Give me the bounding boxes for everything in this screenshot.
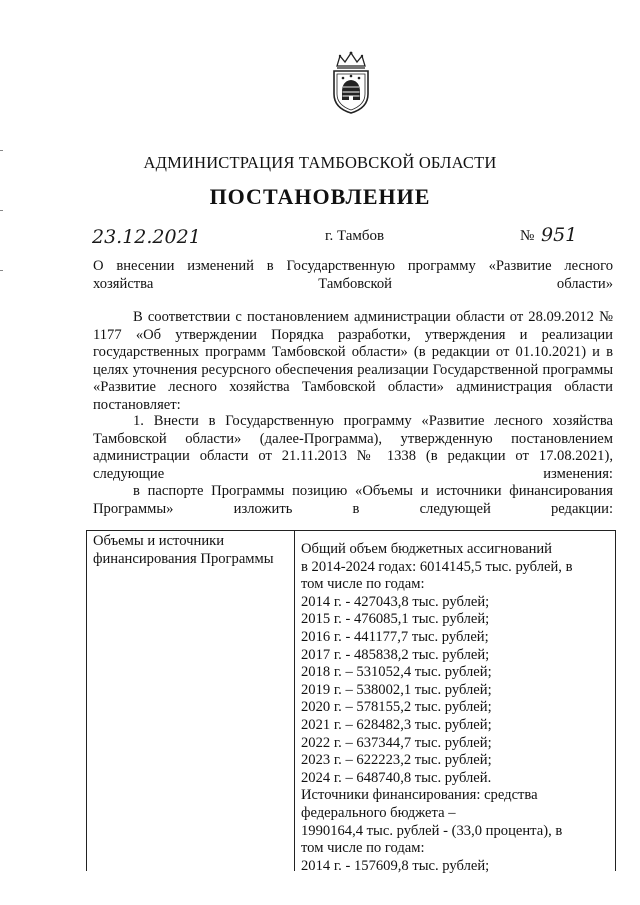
scan-mark: [0, 270, 3, 271]
table-line: федерального бюджета –: [301, 804, 456, 821]
table-line: том числе по годам:: [301, 576, 425, 593]
table-left-label: Объемы и источники финансирования Программы: [93, 533, 274, 567]
table-line: 2023 г. – 622223,2 тыс. рублей;: [301, 752, 492, 769]
table-line: 2015 г. - 476085,1 тыс. рублей;: [301, 611, 490, 628]
table-line: 2016 г. - 441177,7 тыс. рублей;: [301, 628, 489, 645]
table-column-divider: [294, 531, 295, 871]
table-line: 2014 г. - 427043,8 тыс. рублей;: [301, 593, 490, 610]
document-subject: О внесении изменений в Государственную программу «Развитие лесного хозяйства Тамбовской области»: [93, 258, 613, 292]
table-line: в 2014-2024 годах: 6014145,5 тыс. рублей, в: [301, 558, 573, 575]
body-paragraph-2: 1. Внести в Государственную программу «Развитие лесного хозяйства Тамбовской области» (далее-Программа), утвержденную постановлением администрации области от 21.11.2013 № 1338 (в редакции от 17.08.2021), следующие изменения:: [93, 413, 613, 482]
document-title: ПОСТАНОВЛЕНИЕ: [209, 184, 431, 209]
table-line: 2017 г. - 485838,2 тыс. рублей;: [301, 646, 490, 663]
scan-mark: [0, 150, 3, 151]
coat-of-arms-icon: [328, 50, 374, 116]
table-line: Источники финансирования: средства: [301, 787, 538, 804]
table-line: 2021 г. – 628482,3 тыс. рублей;: [301, 716, 492, 733]
organization-name: АДМИНИСТРАЦИЯ ТАМБОВСКОЙ ОБЛАСТИ: [143, 153, 497, 172]
body-paragraph-3: в паспорте Программы позицию «Объемы и источники финансирования Программы» изложить в следующей редакции:: [93, 483, 613, 517]
table-line: 2022 г. – 637344,7 тыс. рублей;: [301, 734, 492, 751]
document-city: г. Тамбов: [325, 228, 385, 244]
table-line: 2014 г. - 157609,8 тыс. рублей;: [301, 857, 490, 874]
document-number: 951: [541, 224, 578, 246]
table-line: 2018 г. – 531052,4 тыс. рублей;: [301, 664, 492, 681]
table-line: 2019 г. – 538002,1 тыс. рублей;: [301, 681, 492, 698]
table-line: том числе по годам:: [301, 840, 425, 857]
table-right-cell: [301, 541, 609, 875]
table-line: 2024 г. – 648740,8 тыс. рублей.: [301, 769, 492, 786]
table-line: 1990164,4 тыс. рублей - (33,0 процента), в: [301, 822, 563, 839]
scan-mark: [0, 210, 3, 211]
document-date: 23.12.2021: [92, 226, 201, 248]
body-paragraph-1: В соответствии с постановлением администрации области от 28.09.2012 № 1177 «Об утверждении Порядка разработки, утверждения и реализации государственных программ Тамбовской области» (в редакции от 01.10.2021) и в целях уточнения ресурсного обеспечения реализации Государственной программы «Развитие лесного хозяйства Тамбовской области» администрация области постановляет:: [93, 309, 613, 413]
document-number-label: №: [520, 228, 535, 244]
table-line: Общий объем бюджетных ассигнований: [301, 541, 552, 557]
table-line: 2020 г. – 578155,2 тыс. рублей;: [301, 699, 492, 716]
financing-table: [86, 530, 616, 874]
